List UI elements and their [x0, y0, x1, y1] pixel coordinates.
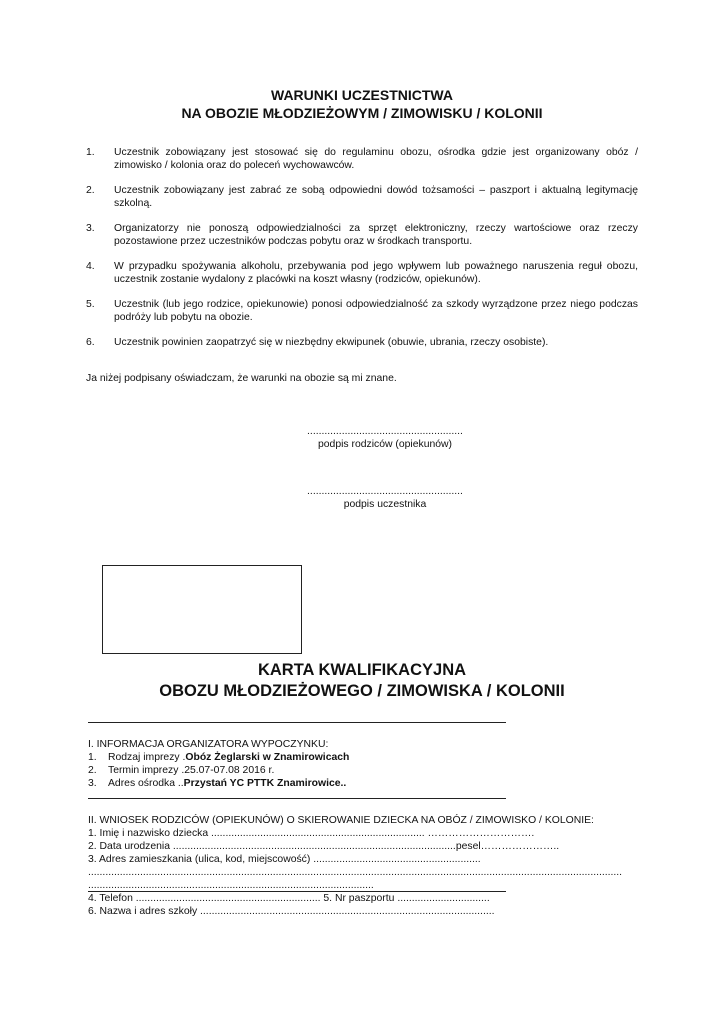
organizer-item-value: Obóz Żeglarski w Znamirowicach	[185, 752, 350, 763]
rule-text: Organizatorzy nie ponoszą odpowiedzialności za sprzęt elektroniczny, rzeczy wartościowe oraz rzeczy pozostawione przez uczestników podczas pobytu oraz w środkach transportu.	[114, 223, 638, 247]
school-field[interactable]: 6. Nazwa i adres szkoły ......................................................................................................	[88, 906, 495, 917]
organizer-item-number: 3.	[88, 778, 97, 789]
conditions-title-line2: NA OBOZIE MŁODZIEŻOWYM / ZIMOWISKU / KOLONII	[181, 105, 543, 121]
birth-date-pesel-field[interactable]: 2. Data urodzenia ..................................................................................................pesel…………………..	[88, 841, 560, 852]
rule-item	[86, 146, 638, 172]
rule-number: 5.	[86, 299, 95, 310]
signature-participant-line: ......................................................	[307, 486, 463, 497]
organizer-item-label: Adres ośrodka ..	[108, 778, 184, 789]
organizer-item-label: Rodzaj imprezy .	[108, 752, 186, 763]
organizer-item-number: 2.	[88, 765, 97, 776]
parents-request-heading: II. WNIOSEK RODZICÓW (OPIEKUNÓW) O SKIEROWANIE DZIECKA NA OBÓZ / ZIMOWISKO / KOLONIE:	[88, 815, 594, 826]
rule-number: 2.	[86, 185, 95, 196]
declaration-text: Ja niżej podpisany oświadczam, że warunki na obozie są mi znane.	[86, 373, 397, 384]
organizer-item-value: Przystań YC PTTK Znamirowice..	[183, 778, 347, 789]
card-title-line2: OBOZU MŁODZIEŻOWEGO / ZIMOWISKA / KOLONII	[159, 682, 565, 700]
rule-item	[86, 222, 638, 248]
rule-text: Uczestnik zobowiązany jest stosować się do regulaminu obozu, ośrodka gdzie jest organizowany obóz / zimowisko / kolonia oraz do poleceń wychowawców.	[114, 147, 638, 171]
signature-participant-label: podpis uczestnika	[343, 499, 427, 510]
organizer-item	[88, 751, 349, 764]
rule-number: 4.	[86, 261, 95, 272]
divider	[88, 722, 506, 723]
rule-item	[86, 336, 638, 349]
address-field-continued[interactable]: .........................................................................................................................................................................................	[88, 867, 623, 878]
rule-item	[86, 184, 638, 210]
organizer-item-label: Termin imprezy .25.07-07.08 2016 r.	[108, 765, 275, 776]
organizer-section	[88, 738, 349, 790]
card-title	[0, 660, 724, 702]
rule-text: W przypadku spożywania alkoholu, przebywania pod jego wpływem lub poważnego naruszenia reguł obozu, uczestnik zostanie wydalony z placówki na koszt własny (rodziców, opiekunów).	[114, 261, 638, 285]
child-name-field[interactable]: 1. Imię i nazwisko dziecka .......................................................................... ………………………….	[88, 828, 535, 839]
phone-passport-field[interactable]: 4. Telefon ................................................................ 5. Nr paszportu ................................	[88, 893, 490, 904]
rule-text: Uczestnik (lub jego rodzice, opiekunowie) ponosi odpowiedzialność za szkody wyrządzone przez niego podczas podróży lub pobytu na obozie.	[114, 299, 638, 323]
rule-number: 6.	[86, 337, 95, 348]
rules-list	[86, 146, 638, 361]
rule-item	[86, 260, 638, 286]
divider	[88, 891, 506, 892]
conditions-title-line1: WARUNKI UCZESTNICTWA	[271, 87, 453, 103]
address-field[interactable]: 3. Adres zamieszkania (ulica, kod, miejscowość) ..........................................................	[88, 854, 481, 865]
parents-request-section	[88, 814, 648, 918]
rule-number: 3.	[86, 223, 95, 234]
organizer-item	[88, 764, 349, 777]
card-title-line1: KARTA KWALIFIKACYJNA	[257, 661, 467, 679]
rule-text: Uczestnik zobowiązany jest zabrać ze sobą odpowiedni dowód tożsamości – paszport i aktualną legitymację szkolną.	[114, 185, 638, 209]
signature-parent-label: podpis rodziców (opiekunów)	[318, 439, 452, 450]
rule-text: Uczestnik powinien zaopatrzyć się w niezbędny ekwipunek (obuwie, ubrania, rzeczy osobiste).	[114, 337, 549, 348]
rule-number: 1.	[86, 147, 95, 158]
signature-participant-block	[285, 485, 485, 511]
conditions-title	[0, 86, 724, 122]
address-field-continued-2[interactable]: ...................................................................................................	[88, 880, 374, 891]
photo-box	[102, 565, 302, 654]
divider	[88, 798, 506, 799]
signature-parent-block	[285, 425, 485, 451]
organizer-heading: I. INFORMACJA ORGANIZATORA WYPOCZYNKU:	[88, 739, 329, 750]
organizer-item-number: 1.	[88, 752, 97, 763]
signature-parent-line: ......................................................	[307, 426, 463, 437]
rule-item	[86, 298, 638, 324]
organizer-item	[88, 777, 349, 790]
